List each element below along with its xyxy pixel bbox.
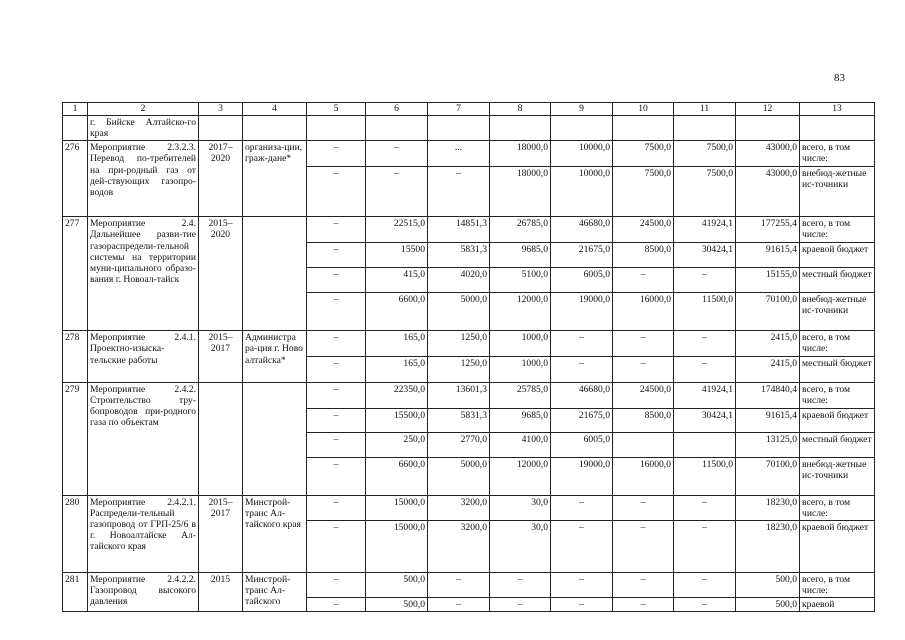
cell: 500,0 bbox=[366, 598, 428, 612]
cell: 165,0 bbox=[366, 331, 428, 356]
cell: – bbox=[307, 520, 366, 572]
cell: – bbox=[674, 268, 736, 293]
cell: 16000,0 bbox=[613, 293, 674, 331]
cell: 15155,0 bbox=[736, 268, 800, 293]
cell-name: Мероприятие 2.4.2. Строительство тру-бопроводов при-родного газа по объектам bbox=[88, 382, 199, 495]
cell-years: 2015–2017 bbox=[199, 495, 243, 572]
cell: 30424,1 bbox=[674, 243, 736, 268]
cell: 22515,0 bbox=[366, 217, 428, 243]
cell: – bbox=[307, 141, 366, 167]
col-header: 5 bbox=[307, 103, 366, 116]
cell: 18000,0 bbox=[490, 167, 551, 217]
cell: 2770,0 bbox=[428, 432, 490, 457]
cell-source: всего, в том числе: bbox=[800, 141, 875, 167]
cell: 12000,0 bbox=[490, 457, 551, 495]
cell-executor: организа-ции, граж-дане* bbox=[243, 141, 307, 217]
cell: 70100,0 bbox=[736, 293, 800, 331]
cell: 5000,0 bbox=[428, 293, 490, 331]
cell: 15000,0 bbox=[366, 520, 428, 572]
cell: 5831,3 bbox=[428, 243, 490, 268]
cell-source: внебюд-жетные ис-точники bbox=[800, 457, 875, 495]
col-header: 1 bbox=[63, 103, 88, 116]
cell-name: г. Бийске Алтайско-го края bbox=[88, 116, 199, 141]
budget-table bbox=[62, 102, 875, 612]
cell bbox=[490, 116, 551, 141]
cell: – bbox=[307, 217, 366, 243]
cell-num: 281 bbox=[63, 572, 88, 611]
cell: 7500,0 bbox=[674, 167, 736, 217]
cell-years: 2015–2020 bbox=[199, 217, 243, 331]
cell bbox=[366, 116, 428, 141]
cell: 11500,0 bbox=[674, 457, 736, 495]
cell: 9685,0 bbox=[490, 408, 551, 432]
cell: 6005,0 bbox=[551, 432, 613, 457]
cell: – bbox=[307, 408, 366, 432]
table-row bbox=[63, 382, 875, 408]
cell bbox=[674, 116, 736, 141]
col-header: 8 bbox=[490, 103, 551, 116]
cell: 6600,0 bbox=[366, 293, 428, 331]
cell: – bbox=[674, 331, 736, 356]
col-header: 7 bbox=[428, 103, 490, 116]
cell: 7500,0 bbox=[674, 141, 736, 167]
cell: – bbox=[613, 331, 674, 356]
cell-years: 2017–2020 bbox=[199, 141, 243, 217]
cell: 3200,0 bbox=[428, 495, 490, 520]
cell: – bbox=[551, 520, 613, 572]
cell bbox=[307, 116, 366, 141]
cell: – bbox=[551, 598, 613, 612]
cell: 165,0 bbox=[366, 356, 428, 382]
table-row bbox=[63, 495, 875, 520]
cell: – bbox=[307, 268, 366, 293]
cell: 8500,0 bbox=[613, 243, 674, 268]
cell: 15500 bbox=[366, 243, 428, 268]
cell: 46680,0 bbox=[551, 382, 613, 408]
cell-name: Мероприятие 2.4.2.2. Газопровод высокого давления bbox=[88, 572, 199, 611]
cell-num: 276 bbox=[63, 141, 88, 217]
cell: 174840,4 bbox=[736, 382, 800, 408]
table-row bbox=[63, 572, 875, 597]
cell: 25785,0 bbox=[490, 382, 551, 408]
cell: – bbox=[307, 331, 366, 356]
cell: ... bbox=[428, 141, 490, 167]
cell: 43000,0 bbox=[736, 141, 800, 167]
cell-num: 280 bbox=[63, 495, 88, 572]
cell bbox=[736, 116, 800, 141]
cell-source: всего, в том числе: bbox=[800, 331, 875, 356]
table-row bbox=[63, 217, 875, 243]
cell: 46680,0 bbox=[551, 217, 613, 243]
cell: 5000,0 bbox=[428, 457, 490, 495]
cell: 21675,0 bbox=[551, 243, 613, 268]
cell: 14851,3 bbox=[428, 217, 490, 243]
cell-source: местный бюджет bbox=[800, 432, 875, 457]
cell: 1250,0 bbox=[428, 331, 490, 356]
cell: 500,0 bbox=[736, 598, 800, 612]
cell-num: 278 bbox=[63, 331, 88, 382]
cell: 24500,0 bbox=[613, 217, 674, 243]
cell: 24500,0 bbox=[613, 382, 674, 408]
cell bbox=[428, 116, 490, 141]
cell: – bbox=[613, 598, 674, 612]
cell-executor bbox=[243, 217, 307, 331]
cell: – bbox=[428, 572, 490, 597]
cell: – bbox=[428, 598, 490, 612]
cell: 500,0 bbox=[736, 572, 800, 597]
cell: 1000,0 bbox=[490, 356, 551, 382]
col-header: 11 bbox=[674, 103, 736, 116]
cell-num: 279 bbox=[63, 382, 88, 495]
cell-name: Мероприятие 2.4. Дальнейшее разви-тие газораспредели-тельной системы на территории муни-ципального образо-вания г. Новоал-тайск bbox=[88, 217, 199, 331]
cell: – bbox=[307, 457, 366, 495]
cell: – bbox=[674, 572, 736, 597]
col-header: 3 bbox=[199, 103, 243, 116]
cell bbox=[551, 116, 613, 141]
cell: – bbox=[551, 356, 613, 382]
cell: – bbox=[551, 331, 613, 356]
cell: 6600,0 bbox=[366, 457, 428, 495]
cell: 250,0 bbox=[366, 432, 428, 457]
cell: – bbox=[307, 572, 366, 597]
cell: – bbox=[613, 356, 674, 382]
cell bbox=[243, 116, 307, 141]
cell-source: краевой бюджет bbox=[800, 243, 875, 268]
table-row bbox=[63, 331, 875, 356]
cell: – bbox=[307, 598, 366, 612]
cell-executor: Минстрой-транс Ал-тайского края bbox=[243, 495, 307, 572]
cell-source: местный бюджет bbox=[800, 268, 875, 293]
cell: – bbox=[674, 598, 736, 612]
cell: – bbox=[551, 572, 613, 597]
cell: 18230,0 bbox=[736, 520, 800, 572]
cell-source: местный бюджет bbox=[800, 356, 875, 382]
cell: 13601,3 bbox=[428, 382, 490, 408]
cell: – bbox=[490, 598, 551, 612]
cell-source: всего, в том числе: bbox=[800, 495, 875, 520]
cell: – bbox=[366, 167, 428, 217]
cell: – bbox=[674, 356, 736, 382]
cell-years: 2015 bbox=[199, 572, 243, 611]
cell-years bbox=[199, 382, 243, 495]
cell: – bbox=[428, 167, 490, 217]
cell bbox=[199, 116, 243, 141]
cell: – bbox=[307, 382, 366, 408]
cell: 91615,4 bbox=[736, 408, 800, 432]
cell: 11500,0 bbox=[674, 293, 736, 331]
cell: 15000,0 bbox=[366, 495, 428, 520]
cell: 1000,0 bbox=[490, 331, 551, 356]
cell: 5831,3 bbox=[428, 408, 490, 432]
cell: 21675,0 bbox=[551, 408, 613, 432]
cell: – bbox=[307, 495, 366, 520]
cell-executor: Администра ра-ция г. Ново алтайска* bbox=[243, 331, 307, 382]
cell: 30,0 bbox=[490, 520, 551, 572]
table-row bbox=[63, 116, 875, 141]
col-header: 13 bbox=[800, 103, 875, 116]
cell: 12000,0 bbox=[490, 293, 551, 331]
cell: 10000,0 bbox=[551, 141, 613, 167]
cell: 7500,0 bbox=[613, 141, 674, 167]
cell: – bbox=[613, 572, 674, 597]
cell: – bbox=[307, 432, 366, 457]
cell: – bbox=[551, 495, 613, 520]
header-row bbox=[63, 103, 875, 116]
cell: – bbox=[613, 520, 674, 572]
cell: 19000,0 bbox=[551, 293, 613, 331]
col-header: 10 bbox=[613, 103, 674, 116]
cell: 177255,4 bbox=[736, 217, 800, 243]
cell-executor: Минстрой-транс Ал-тайского bbox=[243, 572, 307, 611]
cell: – bbox=[613, 495, 674, 520]
cell bbox=[674, 432, 736, 457]
table-row bbox=[63, 141, 875, 167]
cell-executor bbox=[243, 382, 307, 495]
cell: 500,0 bbox=[366, 572, 428, 597]
cell: 415,0 bbox=[366, 268, 428, 293]
cell: 30,0 bbox=[490, 495, 551, 520]
cell: – bbox=[307, 356, 366, 382]
cell-years: 2015–2017 bbox=[199, 331, 243, 382]
cell: 5100,0 bbox=[490, 268, 551, 293]
cell-source: краевой бюджет bbox=[800, 520, 875, 572]
cell: 4100,0 bbox=[490, 432, 551, 457]
cell-source: краевой bbox=[800, 598, 875, 612]
cell: 16000,0 bbox=[613, 457, 674, 495]
cell: 2415,0 bbox=[736, 356, 800, 382]
cell: 26785,0 bbox=[490, 217, 551, 243]
cell: 2415,0 bbox=[736, 331, 800, 356]
cell: 6005,0 bbox=[551, 268, 613, 293]
cell: – bbox=[674, 495, 736, 520]
cell-source: всего, в том числе: bbox=[800, 382, 875, 408]
cell: – bbox=[613, 268, 674, 293]
cell: 1250,0 bbox=[428, 356, 490, 382]
cell-num: 277 bbox=[63, 217, 88, 331]
cell: 41924,1 bbox=[674, 382, 736, 408]
cell: 4020,0 bbox=[428, 268, 490, 293]
col-header: 6 bbox=[366, 103, 428, 116]
cell: – bbox=[307, 167, 366, 217]
cell-name: Мероприятие 2.3.2.3. Перевод по-требителей на при-родный газ от дей-ствующих газопро-водов bbox=[88, 141, 199, 217]
cell: – bbox=[307, 243, 366, 268]
cell-source: всего, в том числе: bbox=[800, 572, 875, 597]
cell: – bbox=[307, 293, 366, 331]
cell: 91615,4 bbox=[736, 243, 800, 268]
cell: 13125,0 bbox=[736, 432, 800, 457]
cell: 3200,0 bbox=[428, 520, 490, 572]
cell-name: Мероприятие 2.4.1. Проектно-изыска-тельские работы bbox=[88, 331, 199, 382]
cell-source: краевой бюджет bbox=[800, 408, 875, 432]
cell: 18000,0 bbox=[490, 141, 551, 167]
cell: 43000,0 bbox=[736, 167, 800, 217]
col-header: 9 bbox=[551, 103, 613, 116]
cell: 19000,0 bbox=[551, 457, 613, 495]
cell: 7500,0 bbox=[613, 167, 674, 217]
col-header: 4 bbox=[243, 103, 307, 116]
cell-source: всего, в том числе: bbox=[800, 217, 875, 243]
cell-source: внебюд-жетные ис-точники bbox=[800, 167, 875, 217]
cell: – bbox=[674, 520, 736, 572]
cell-name: Мероприятие 2.4.2.1. Распредели-тельный газопровод от ГРП-25/6 в г. Новоалтайске Ал-тайского края bbox=[88, 495, 199, 572]
cell: 8500,0 bbox=[613, 408, 674, 432]
cell: 15500,0 bbox=[366, 408, 428, 432]
cell bbox=[63, 116, 88, 141]
cell: 9685,0 bbox=[490, 243, 551, 268]
cell: – bbox=[366, 141, 428, 167]
cell: – bbox=[490, 572, 551, 597]
cell-source: внебюд-жетные ис-точники bbox=[800, 293, 875, 331]
cell bbox=[613, 432, 674, 457]
col-header: 2 bbox=[88, 103, 199, 116]
cell: 18230,0 bbox=[736, 495, 800, 520]
cell: 41924,1 bbox=[674, 217, 736, 243]
cell: 22350,0 bbox=[366, 382, 428, 408]
cell: 70100,0 bbox=[736, 457, 800, 495]
cell: 10000,0 bbox=[551, 167, 613, 217]
cell bbox=[613, 116, 674, 141]
page-number: 83 bbox=[834, 72, 845, 84]
cell: 30424,1 bbox=[674, 408, 736, 432]
cell bbox=[800, 116, 875, 141]
col-header: 12 bbox=[736, 103, 800, 116]
